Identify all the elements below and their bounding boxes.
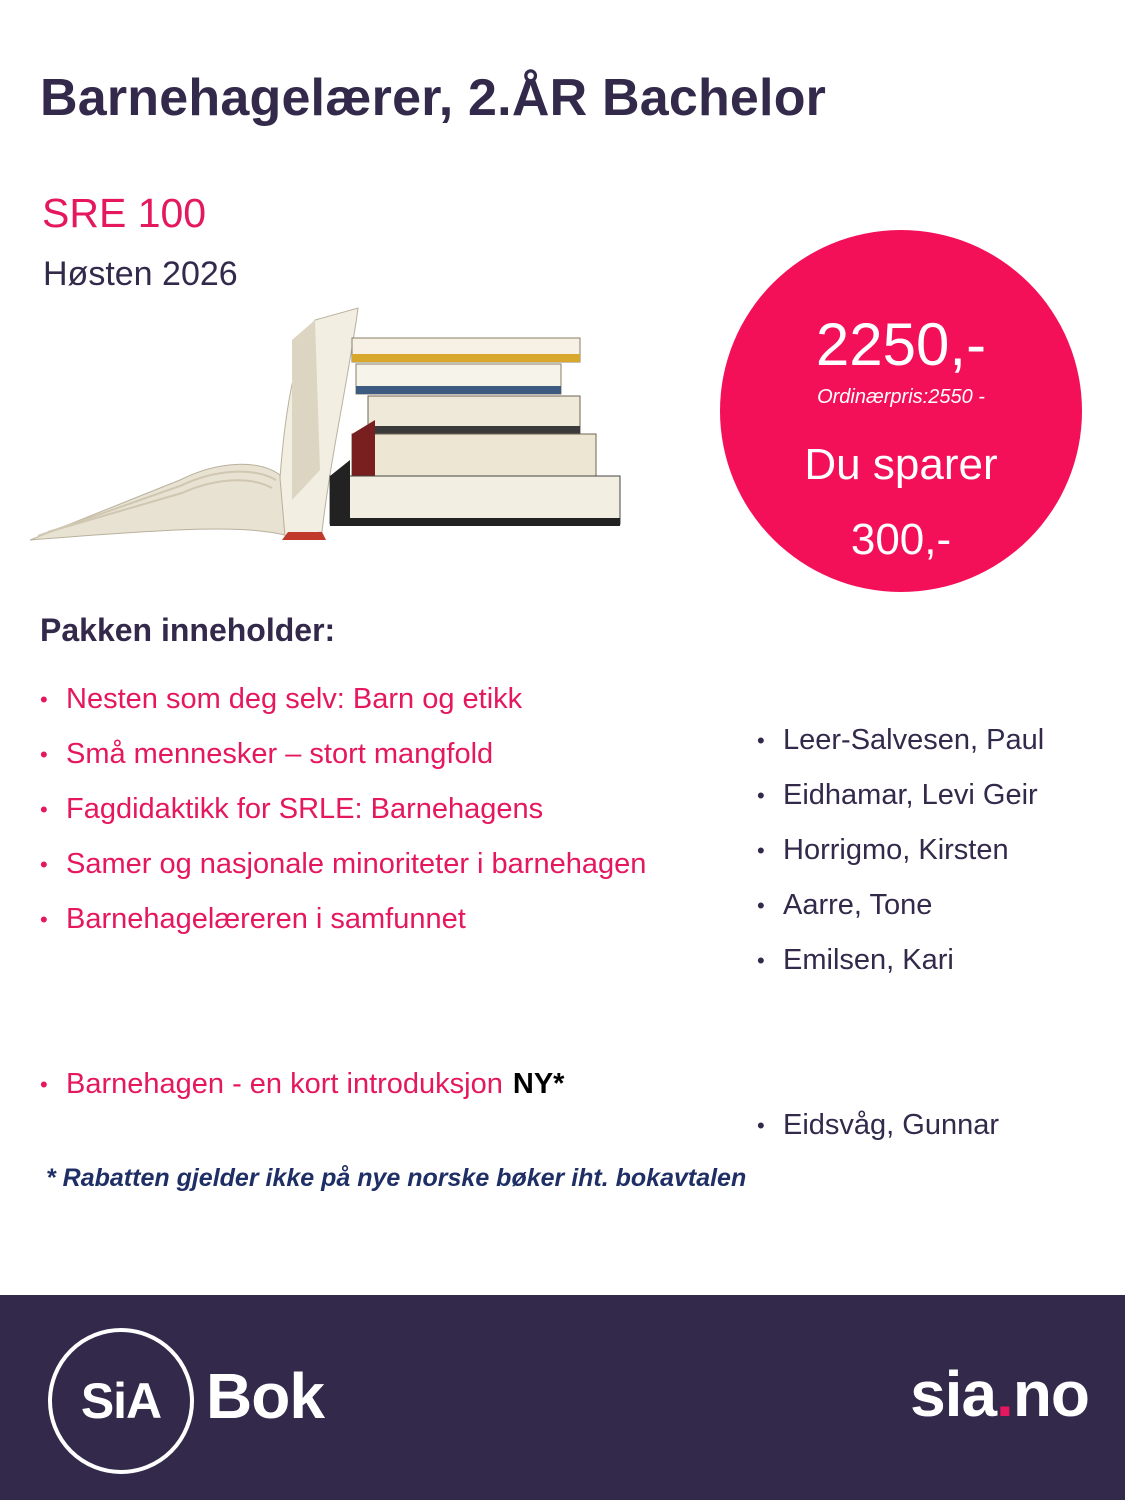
author-name: Eidhamar, Levi Geir bbox=[783, 779, 1038, 811]
author-name: Horrigmo, Kirsten bbox=[783, 834, 1009, 866]
bullet-icon: • bbox=[757, 948, 765, 973]
author-name: Emilsen, Kari bbox=[783, 944, 954, 976]
book-title: Samer og nasjonale minoriteter i barnehagen bbox=[66, 848, 647, 880]
author-name: Aarre, Tone bbox=[783, 889, 933, 921]
course-code: SRE 100 bbox=[42, 190, 207, 236]
list-item bbox=[757, 878, 1097, 933]
new-badge: NY* bbox=[512, 1068, 565, 1100]
list-item bbox=[757, 1098, 1097, 1153]
list-item bbox=[40, 672, 730, 727]
discount-footnote: * Rabatten gjelder ikke på nye norske bøker iht. bokavtalen bbox=[46, 1164, 747, 1192]
books-stack-icon bbox=[30, 300, 630, 545]
bullet-icon: • bbox=[757, 1113, 765, 1138]
bullet-icon: • bbox=[757, 893, 765, 918]
footer-bar bbox=[0, 1295, 1125, 1500]
author-list bbox=[757, 713, 1097, 988]
list-item bbox=[757, 823, 1097, 878]
bullet-icon: • bbox=[757, 728, 765, 753]
list-item bbox=[757, 713, 1097, 768]
savings-label: Du sparer bbox=[804, 440, 998, 489]
bullet-icon: • bbox=[40, 852, 48, 877]
bullet-icon: • bbox=[757, 783, 765, 808]
site-dot: . bbox=[996, 1358, 1013, 1430]
book-title: Barnehagen - en kort introduksjon bbox=[66, 1068, 503, 1100]
list-item bbox=[757, 768, 1097, 823]
book-title: Barnehagelæreren i samfunnet bbox=[66, 903, 466, 935]
bullet-icon: • bbox=[40, 907, 48, 932]
list-item bbox=[40, 837, 730, 892]
price-badge bbox=[720, 230, 1082, 592]
ordinary-price: Ordinærpris:2550 - bbox=[817, 386, 985, 408]
book-title: Små mennesker – stort mangfold bbox=[66, 738, 494, 770]
sia-logo bbox=[48, 1328, 194, 1474]
list-item bbox=[40, 727, 730, 782]
new-author-list bbox=[757, 1098, 1097, 1153]
book-title-list bbox=[40, 672, 730, 947]
list-item bbox=[40, 1057, 730, 1112]
price-amount: 2250,- bbox=[815, 311, 987, 378]
bullet-icon: • bbox=[40, 687, 48, 712]
author-name: Eidsvåg, Gunnar bbox=[783, 1109, 1000, 1141]
book-title: Nesten som deg selv: Barn og etikk bbox=[66, 683, 523, 715]
semester-label: Høsten 2026 bbox=[43, 255, 238, 293]
bullet-icon: • bbox=[40, 742, 48, 767]
bullet-icon: • bbox=[40, 797, 48, 822]
list-item bbox=[40, 892, 730, 947]
bullet-icon: • bbox=[40, 1072, 48, 1097]
site-tld: no bbox=[1012, 1358, 1089, 1430]
website-link[interactable] bbox=[910, 1357, 1089, 1431]
package-heading: Pakken inneholder: bbox=[40, 612, 336, 648]
author-name: Leer-Salvesen, Paul bbox=[783, 724, 1045, 756]
page-title: Barnehagelærer, 2.ÅR Bachelor bbox=[40, 69, 827, 127]
site-name: sia bbox=[910, 1358, 997, 1430]
new-book-list bbox=[40, 1057, 730, 1112]
bullet-icon: • bbox=[757, 838, 765, 863]
savings-amount: 300,- bbox=[850, 515, 952, 564]
logo-bok-text: Bok bbox=[206, 1360, 324, 1432]
logo-sia-text: SiA bbox=[80, 1373, 162, 1429]
list-item bbox=[757, 933, 1097, 988]
book-title: Fagdidaktikk for SRLE: Barnehagens bbox=[66, 793, 544, 825]
list-item bbox=[40, 782, 730, 837]
